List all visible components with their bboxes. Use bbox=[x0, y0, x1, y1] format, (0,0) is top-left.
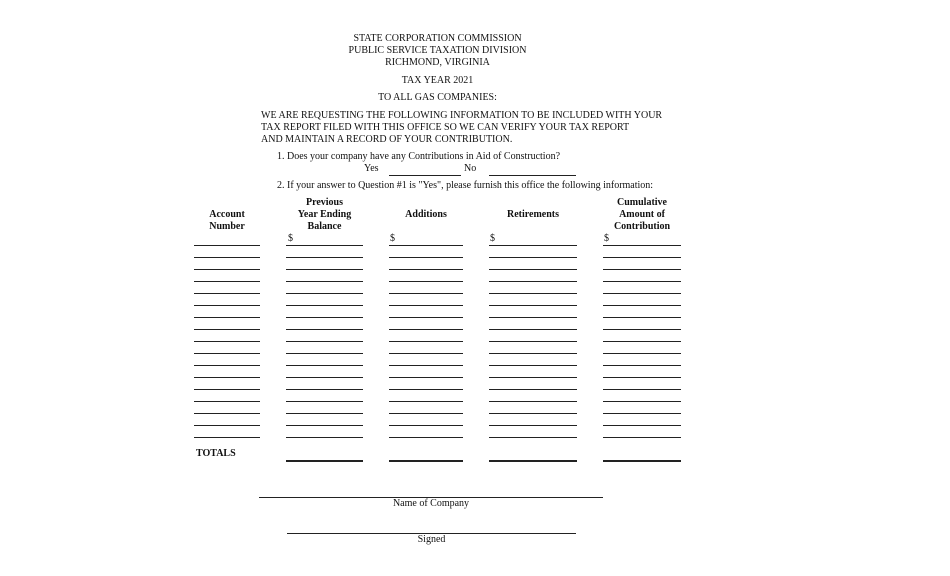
entry-line-additions[interactable] bbox=[389, 245, 463, 246]
totals-line-cumulative[interactable] bbox=[603, 460, 681, 462]
entry-line-additions[interactable] bbox=[389, 389, 463, 390]
question-2: 2. If your answer to Question #1 is "Yes", please furnish this office the following information: bbox=[277, 180, 654, 191]
entry-line-retirements[interactable] bbox=[489, 317, 577, 318]
entry-line-retirements[interactable] bbox=[489, 353, 577, 354]
entry-line-cumulative[interactable] bbox=[603, 389, 681, 390]
intro-line-3: AND MAINTAIN A RECORD OF YOUR CONTRIBUTION. bbox=[261, 134, 513, 145]
col-account-number: Account Number bbox=[209, 209, 245, 232]
entry-line-previous[interactable] bbox=[286, 413, 363, 414]
entry-line-account[interactable] bbox=[194, 257, 260, 258]
entry-line-retirements[interactable] bbox=[489, 377, 577, 378]
entry-line-account[interactable] bbox=[194, 293, 260, 294]
entry-line-account[interactable] bbox=[194, 245, 260, 246]
entry-line-previous[interactable] bbox=[286, 401, 363, 402]
entry-line-previous[interactable] bbox=[286, 377, 363, 378]
entry-line-additions[interactable] bbox=[389, 269, 463, 270]
entry-line-cumulative[interactable] bbox=[603, 377, 681, 378]
entry-line-account[interactable] bbox=[194, 437, 260, 438]
entry-line-additions[interactable] bbox=[389, 317, 463, 318]
entry-line-retirements[interactable] bbox=[489, 413, 577, 414]
entry-line-previous[interactable] bbox=[286, 389, 363, 390]
entry-line-cumulative[interactable] bbox=[603, 269, 681, 270]
entry-line-cumulative[interactable] bbox=[603, 365, 681, 366]
tax-year: TAX YEAR 2021 bbox=[401, 75, 474, 86]
entry-line-account[interactable] bbox=[194, 413, 260, 414]
entry-line-additions[interactable] bbox=[389, 377, 463, 378]
entry-line-cumulative[interactable] bbox=[603, 401, 681, 402]
entry-line-cumulative[interactable] bbox=[603, 257, 681, 258]
entry-line-previous[interactable] bbox=[286, 341, 363, 342]
no-label: No bbox=[464, 163, 477, 174]
entry-line-account[interactable] bbox=[194, 281, 260, 282]
entry-line-account[interactable] bbox=[194, 329, 260, 330]
entry-line-account[interactable] bbox=[194, 377, 260, 378]
entry-line-additions[interactable] bbox=[389, 413, 463, 414]
entry-line-cumulative[interactable] bbox=[603, 317, 681, 318]
entry-line-retirements[interactable] bbox=[489, 281, 577, 282]
entry-line-additions[interactable] bbox=[389, 401, 463, 402]
entry-line-cumulative[interactable] bbox=[603, 305, 681, 306]
totals-label: TOTALS bbox=[196, 448, 236, 459]
entry-line-retirements[interactable] bbox=[489, 401, 577, 402]
entry-line-account[interactable] bbox=[194, 341, 260, 342]
entry-line-previous[interactable] bbox=[286, 269, 363, 270]
entry-line-account[interactable] bbox=[194, 365, 260, 366]
entry-line-previous[interactable] bbox=[286, 353, 363, 354]
entry-line-additions[interactable] bbox=[389, 305, 463, 306]
entry-line-cumulative[interactable] bbox=[603, 341, 681, 342]
entry-line-retirements[interactable] bbox=[489, 257, 577, 258]
question-1: 1. Does your company have any Contributions in Aid of Construction? bbox=[277, 151, 561, 162]
entry-line-retirements[interactable] bbox=[489, 269, 577, 270]
entry-line-retirements[interactable] bbox=[489, 437, 577, 438]
entry-line-account[interactable] bbox=[194, 269, 260, 270]
no-answer-line[interactable] bbox=[489, 175, 576, 176]
entry-line-cumulative[interactable] bbox=[603, 245, 681, 246]
currency-cumulative: $ bbox=[604, 233, 609, 244]
entry-line-previous[interactable] bbox=[286, 365, 363, 366]
entry-line-previous[interactable] bbox=[286, 293, 363, 294]
entry-line-retirements[interactable] bbox=[489, 425, 577, 426]
company-name-label: Name of Company bbox=[392, 498, 470, 509]
entry-line-additions[interactable] bbox=[389, 281, 463, 282]
entry-line-additions[interactable] bbox=[389, 293, 463, 294]
location: RICHMOND, VIRGINIA bbox=[385, 57, 490, 68]
entry-line-retirements[interactable] bbox=[489, 389, 577, 390]
entry-line-additions[interactable] bbox=[389, 353, 463, 354]
entry-line-cumulative[interactable] bbox=[603, 353, 681, 354]
entry-line-cumulative[interactable] bbox=[603, 413, 681, 414]
entry-line-retirements[interactable] bbox=[489, 329, 577, 330]
commission-name: STATE CORPORATION COMMISSION bbox=[353, 33, 522, 44]
col-retirements: Retirements bbox=[506, 209, 560, 220]
entry-line-cumulative[interactable] bbox=[603, 329, 681, 330]
entry-line-additions[interactable] bbox=[389, 257, 463, 258]
signed-label: Signed bbox=[417, 534, 446, 545]
entry-line-additions[interactable] bbox=[389, 425, 463, 426]
entry-line-retirements[interactable] bbox=[489, 305, 577, 306]
col-previous-balance: Previous Year Ending Balance bbox=[297, 197, 352, 232]
totals-line-previous[interactable] bbox=[286, 460, 363, 462]
entry-line-previous[interactable] bbox=[286, 245, 363, 246]
entry-line-previous[interactable] bbox=[286, 257, 363, 258]
division-name: PUBLIC SERVICE TAXATION DIVISION bbox=[348, 45, 527, 56]
entry-line-previous[interactable] bbox=[286, 317, 363, 318]
entry-line-previous[interactable] bbox=[286, 425, 363, 426]
intro-line-2: TAX REPORT FILED WITH THIS OFFICE SO WE CAN VERIFY YOUR TAX REPORT bbox=[261, 122, 630, 133]
currency-additions: $ bbox=[390, 233, 395, 244]
yes-label: Yes bbox=[364, 163, 379, 174]
intro-line-1: WE ARE REQUESTING THE FOLLOWING INFORMATION TO BE INCLUDED WITH YOUR bbox=[261, 110, 663, 121]
entry-line-retirements[interactable] bbox=[489, 341, 577, 342]
entry-line-account[interactable] bbox=[194, 353, 260, 354]
entry-line-additions[interactable] bbox=[389, 365, 463, 366]
totals-line-additions[interactable] bbox=[389, 460, 463, 462]
entry-line-retirements[interactable] bbox=[489, 245, 577, 246]
col-cumulative-contribution: Cumulative Amount of Contribution bbox=[613, 197, 671, 232]
entry-line-cumulative[interactable] bbox=[603, 437, 681, 438]
totals-line-retirements[interactable] bbox=[489, 460, 577, 462]
entry-line-account[interactable] bbox=[194, 425, 260, 426]
entry-line-account[interactable] bbox=[194, 305, 260, 306]
entry-line-cumulative[interactable] bbox=[603, 281, 681, 282]
entry-line-previous[interactable] bbox=[286, 281, 363, 282]
entry-line-additions[interactable] bbox=[389, 341, 463, 342]
col-additions: Additions bbox=[405, 209, 447, 220]
entry-line-additions[interactable] bbox=[389, 437, 463, 438]
entry-line-account[interactable] bbox=[194, 389, 260, 390]
entry-line-account[interactable] bbox=[194, 317, 260, 318]
entry-line-retirements[interactable] bbox=[489, 293, 577, 294]
entry-line-account[interactable] bbox=[194, 401, 260, 402]
entry-line-previous[interactable] bbox=[286, 437, 363, 438]
entry-line-cumulative[interactable] bbox=[603, 293, 681, 294]
entry-line-additions[interactable] bbox=[389, 329, 463, 330]
addressee: TO ALL GAS COMPANIES: bbox=[378, 92, 497, 103]
entry-line-retirements[interactable] bbox=[489, 365, 577, 366]
currency-retirements: $ bbox=[490, 233, 495, 244]
entry-line-previous[interactable] bbox=[286, 329, 363, 330]
yes-answer-line[interactable] bbox=[389, 175, 461, 176]
entry-line-cumulative[interactable] bbox=[603, 425, 681, 426]
entry-line-previous[interactable] bbox=[286, 305, 363, 306]
currency-prev: $ bbox=[288, 233, 293, 244]
